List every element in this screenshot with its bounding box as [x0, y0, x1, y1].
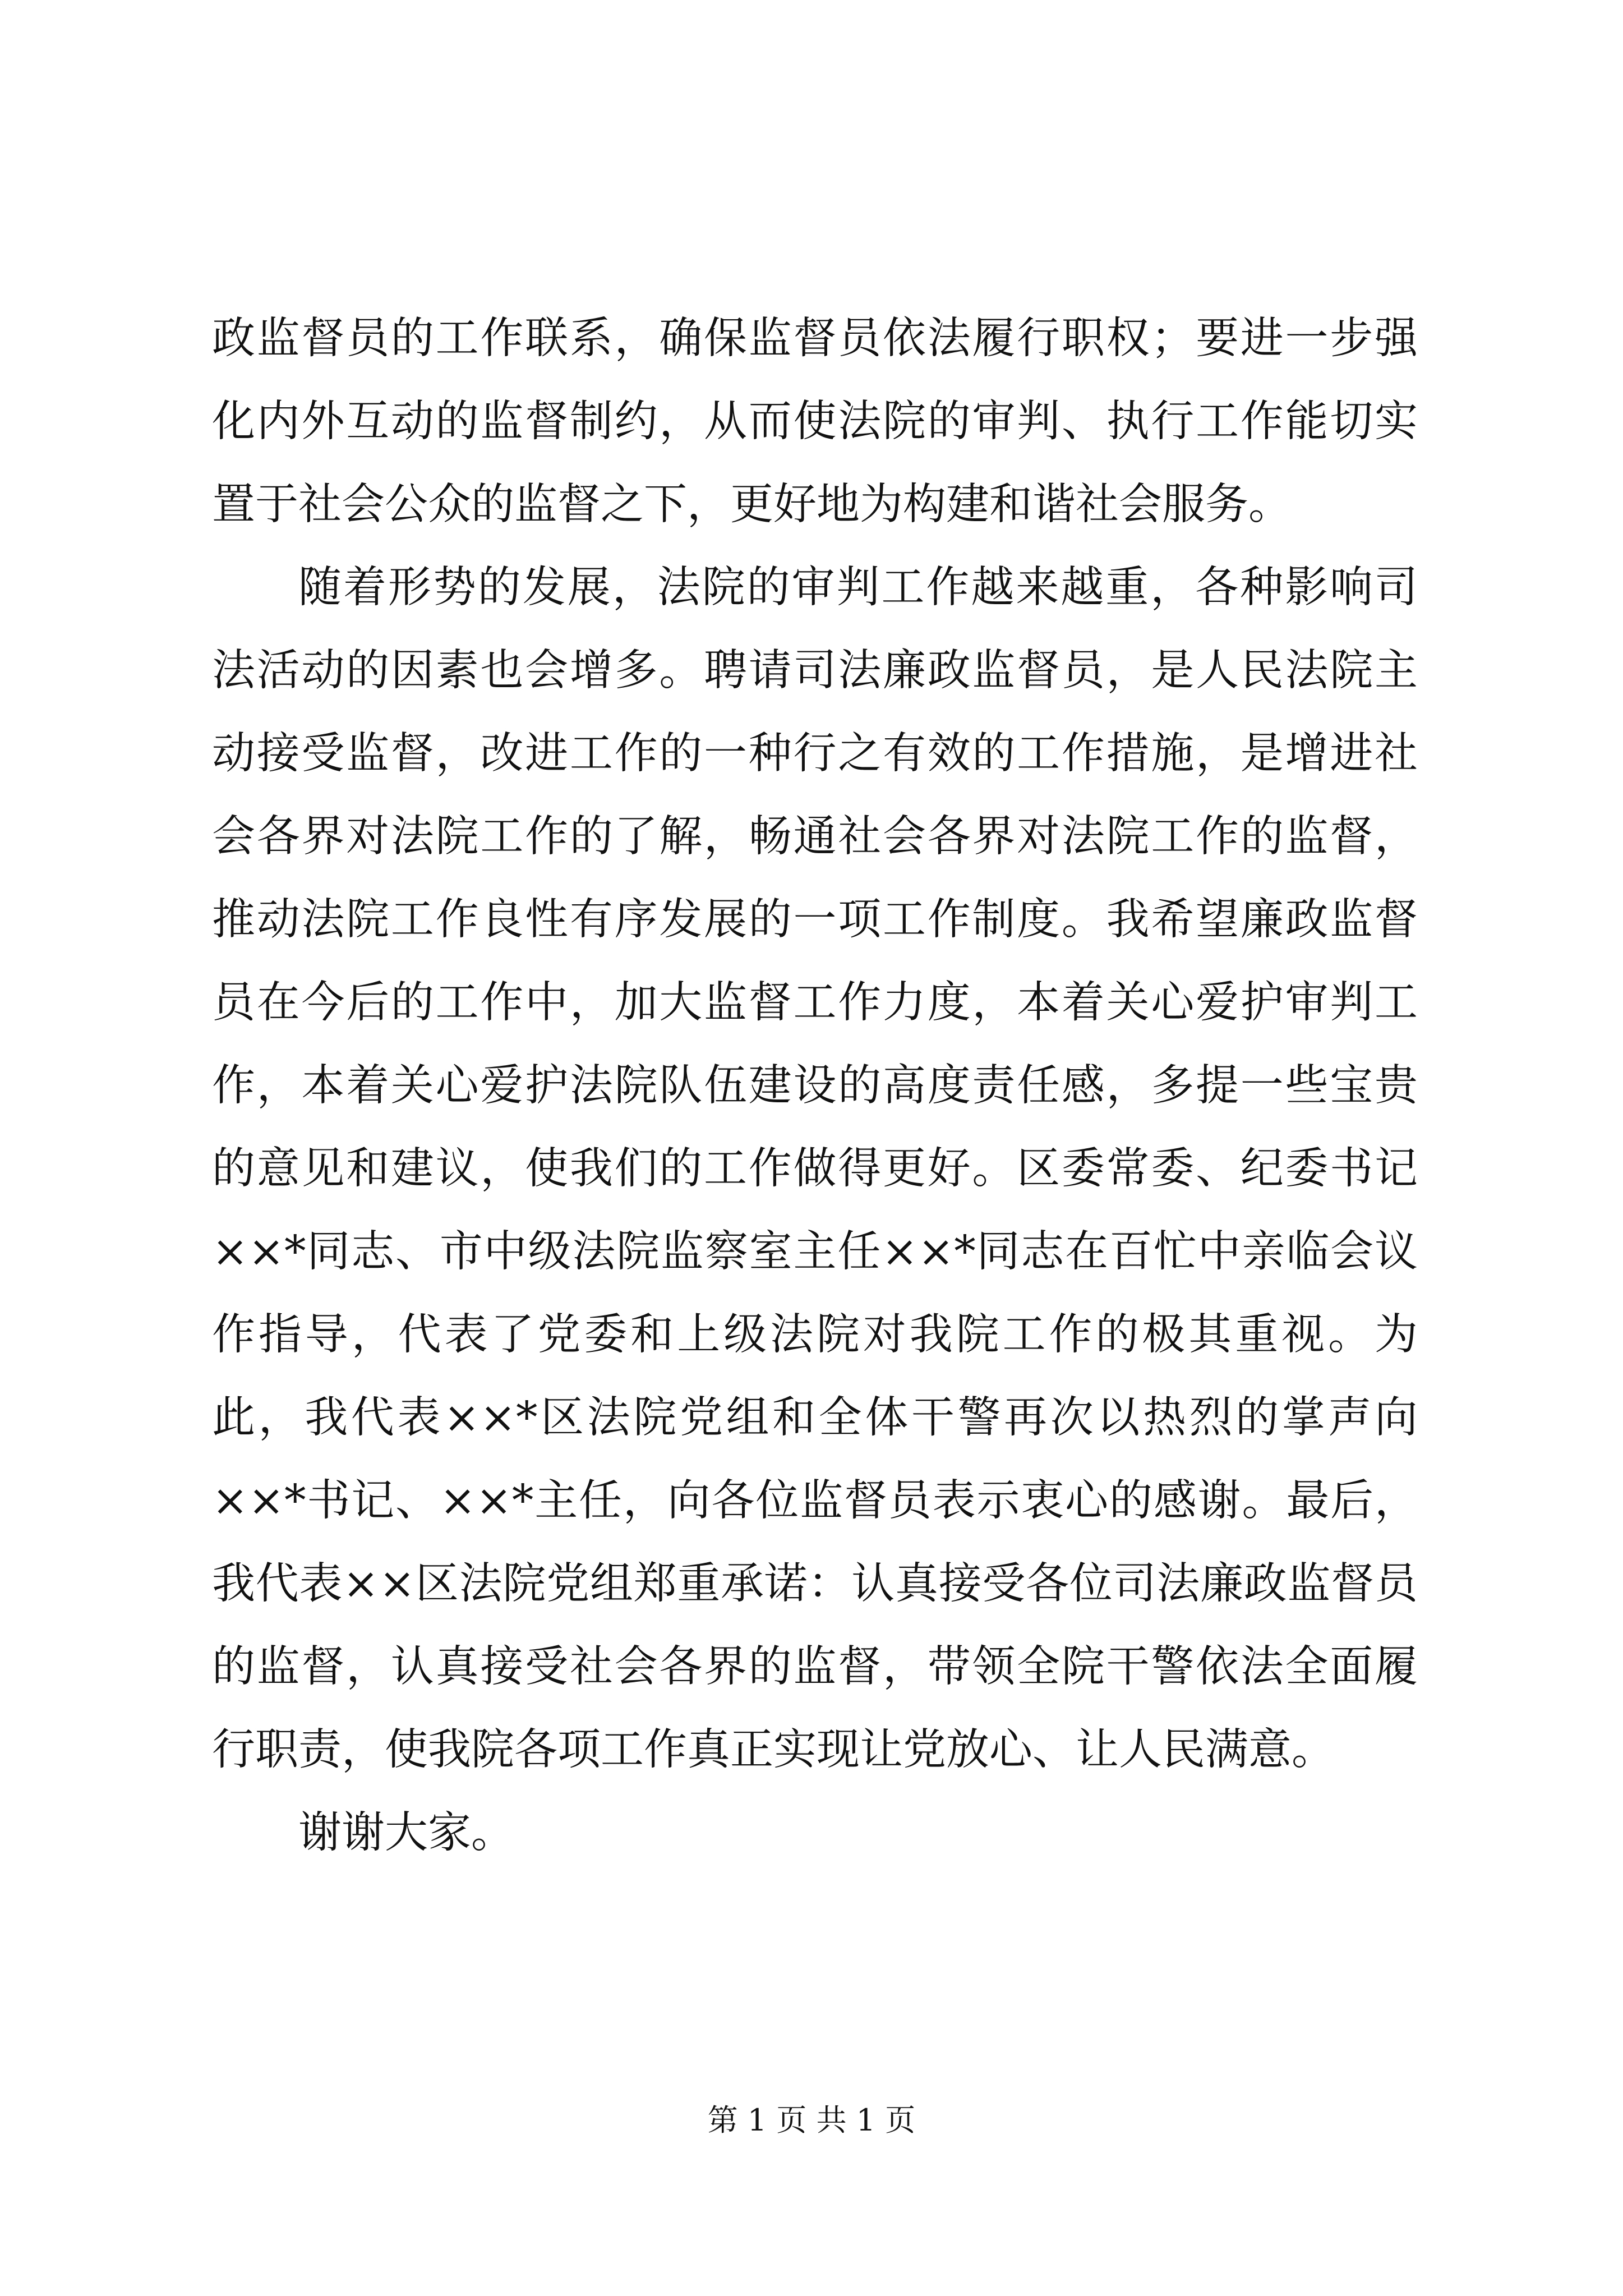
paragraph-closing: 谢谢大家。 [298, 1808, 514, 1858]
document-body [212, 297, 1418, 1875]
page-footer: 第 1 页 共 1 页 [707, 2102, 916, 2138]
paragraph-continuation: 政监督员的工作联系，确保监督员依法履行职权；要进一步强化内外互动的监督制约，从而使法院的审判、执行工作能切实置于社会公众的监督之下，更好地为构建和谐社会服务。 [212, 314, 1418, 530]
paragraph-main: 随着形势的发展，法院的审判工作越来越重，各种影响司法活动的因素也会增多。聘请司法廉政监督员，是人民法院主动接受监督，改进工作的一种行之有效的工作措施，是增进社会各界对法院工作的了解，畅通社会各界对法院工作的监督，推动法院工作良性有序发展的一项工作制度。我希望廉政监督员在今后的工作中，加大监督工作力度，本着关心爱护审判工作，本着关心爱护法院队伍建设的高度责任感，多提一些宝贵的意见和建议，使我们的工作做得更好。区委常委、纪委书记××*同志、市中级法院监察室主任××*同志在百忙中亲临会议作指导，代表了党委和上级法院对我院工作的极其重视。为此，我代表××*区法院党组和全体干警再次以热烈的掌声向××*书记、××*主任，向各位监督员表示衷心的感谢。最后，我代表××区法院党组郑重承诺：认真接受各位司法廉政监督员的监督，认真接受社会各界的监督，带领全院干警依法全面履行职责，使我院各项工作真正实现让党放心、让人民满意。 [212, 563, 1418, 1775]
